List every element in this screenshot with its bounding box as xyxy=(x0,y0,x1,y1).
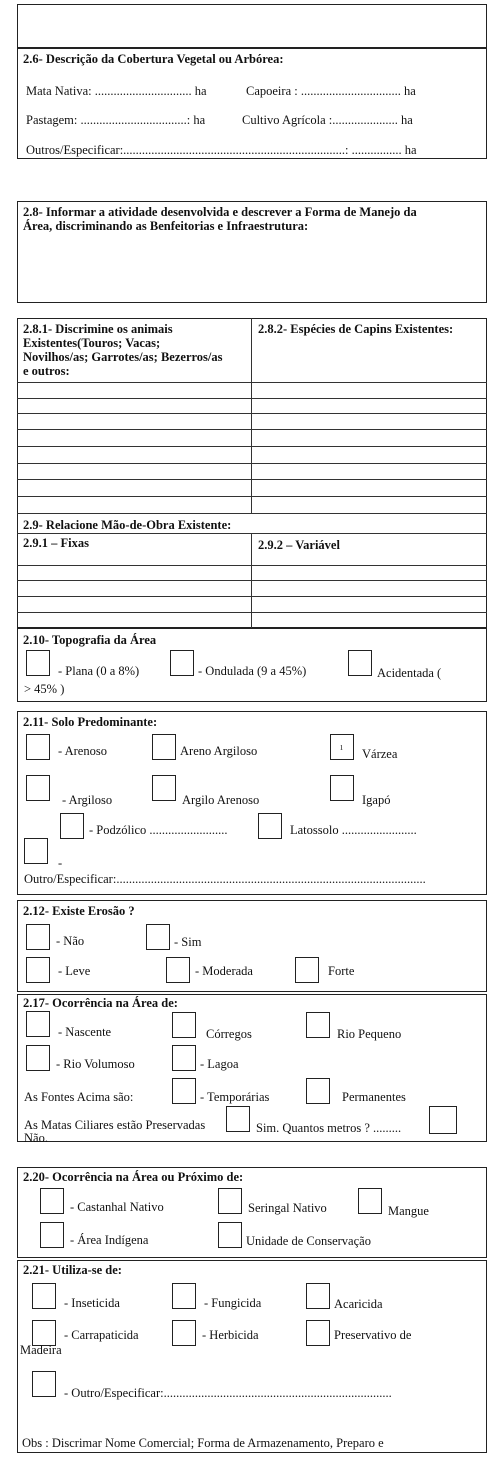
matas-sim-checkbox[interactable] xyxy=(226,1106,250,1132)
animals-title-line1: 2.8.1- Discrimine os animais xyxy=(23,322,173,336)
lagoa-checkbox[interactable] xyxy=(172,1045,196,1071)
acaricida-label: Acaricida xyxy=(334,1297,383,1311)
unidade-conservacao-label: Unidade de Conservação xyxy=(246,1234,371,1248)
erosao-moderada-label: - Moderada xyxy=(195,964,253,978)
areno-argiloso-label: Areno Argiloso xyxy=(180,744,258,758)
erosao-nao-label: - Não xyxy=(56,934,85,948)
matas-sim-quantos-field[interactable]: Sim. Quantos metros ? ......... xyxy=(256,1121,402,1135)
section-2-8-title-line1: 2.8- Informar a atividade desenvolvida e descrever a Forma de Manejo da xyxy=(23,205,417,219)
mangue-label: Mangue xyxy=(388,1204,429,1218)
castanhal-label: - Castanhal Nativo xyxy=(70,1200,164,1214)
igapo-label: Igapó xyxy=(362,793,391,807)
permanentes-checkbox[interactable] xyxy=(306,1078,330,1104)
matas-ciliares-label: As Matas Ciliares estão Preservadas xyxy=(24,1118,206,1132)
temporarias-checkbox[interactable] xyxy=(172,1078,196,1104)
erosao-sim-checkbox[interactable] xyxy=(146,924,170,950)
section-2-6-title: 2.6- Descrição da Cobertura Vegetal ou Arbórea: xyxy=(23,52,284,66)
temporarias-label: - Temporárias xyxy=(200,1090,270,1104)
section-2-10-title: 2.10- Topografia da Área xyxy=(23,633,157,647)
rio-volumoso-checkbox[interactable] xyxy=(26,1045,50,1071)
section-2-8-title-line2: Área, discriminando as Benfeitorias e Infraestrutura: xyxy=(23,219,309,233)
arenoso-label: - Arenoso xyxy=(58,744,107,758)
unidade-conservacao-checkbox[interactable] xyxy=(218,1222,242,1248)
preservativo-label: Preservativo de xyxy=(334,1328,412,1342)
castanhal-checkbox[interactable] xyxy=(40,1188,64,1214)
erosao-nao-checkbox[interactable] xyxy=(26,924,50,950)
outro-produto-field[interactable]: - Outro/Especificar:......................................................................... xyxy=(64,1386,392,1400)
seringal-label: Seringal Nativo xyxy=(248,1201,327,1215)
matas-nao-checkbox[interactable] xyxy=(429,1106,457,1134)
mata-nativa-field[interactable]: Mata Nativa: ............................... ha xyxy=(26,84,207,98)
section-2-21 xyxy=(17,1260,487,1453)
preservativo-madeira-checkbox[interactable] xyxy=(306,1320,330,1346)
section-2-17-title: 2.17- Ocorrência na Área de: xyxy=(23,996,178,1010)
plana-checkbox[interactable] xyxy=(26,650,50,676)
section-2-11-title: 2.11- Solo Predominante: xyxy=(23,715,158,729)
outros-especificar-field[interactable]: Outros/Especificar:.......................................................................: ................ ha xyxy=(26,143,417,157)
section-2-9-title: 2.9- Relacione Mão-de-Obra Existente: xyxy=(23,518,232,532)
mangue-checkbox[interactable] xyxy=(358,1188,382,1214)
variavel-header: 2.9.2 – Variável xyxy=(258,538,340,552)
section-2-21-title: 2.21- Utiliza-se de: xyxy=(23,1263,122,1277)
outro-solo-checkbox[interactable] xyxy=(24,838,48,864)
top-blank-box xyxy=(17,4,487,48)
erosao-forte-label: Forte xyxy=(328,964,355,978)
capoeira-field[interactable]: Capoeira : ................................ ha xyxy=(246,84,416,98)
column-divider xyxy=(251,318,252,513)
acidentada-label: Acidentada ( xyxy=(377,666,442,680)
permanentes-label: Permanentes xyxy=(342,1090,406,1104)
nascente-label: - Nascente xyxy=(58,1025,112,1039)
table-row xyxy=(17,496,487,497)
outro-solo-dash: - xyxy=(58,856,63,870)
arenoso-checkbox[interactable] xyxy=(26,734,50,760)
carrapaticida-label: - Carrapaticida xyxy=(64,1328,139,1342)
outro-solo-field[interactable]: Outro/Especificar:................................................................................................... xyxy=(24,872,426,886)
table-row xyxy=(17,513,487,514)
rio-pequeno-checkbox[interactable] xyxy=(306,1012,330,1038)
acidentada-range: > 45% ) xyxy=(24,682,65,696)
erosao-moderada-checkbox[interactable] xyxy=(166,957,190,983)
herbicida-label: - Herbicida xyxy=(202,1328,259,1342)
podzolico-field[interactable]: - Podzólico ......................... xyxy=(89,823,228,837)
matas-nao-label: Não. xyxy=(24,1131,48,1145)
animals-title-line2: Existentes(Touros; Vacas; xyxy=(23,336,161,350)
erosao-sim-label: - Sim xyxy=(174,935,202,949)
indigena-label: - Área Indígena xyxy=(70,1233,149,1247)
madeira-label: Madeira xyxy=(20,1343,62,1357)
cultivo-agricola-field[interactable]: Cultivo Agrícola :..................... ha xyxy=(242,113,413,127)
inseticida-label: - Inseticida xyxy=(64,1296,120,1310)
nascente-checkbox[interactable] xyxy=(26,1011,50,1037)
erosao-forte-checkbox[interactable] xyxy=(295,957,319,983)
corregos-checkbox[interactable] xyxy=(172,1012,196,1038)
erosao-leve-label: - Leve xyxy=(58,964,91,978)
varzea-checkbox[interactable] xyxy=(330,734,354,760)
herbicida-checkbox[interactable] xyxy=(172,1320,196,1346)
erosao-leve-checkbox[interactable] xyxy=(26,957,50,983)
table-row xyxy=(17,398,487,399)
acaricida-checkbox[interactable] xyxy=(306,1283,330,1309)
indigena-checkbox[interactable] xyxy=(40,1222,64,1248)
lagoa-label: - Lagoa xyxy=(200,1057,239,1071)
animals-title-line4: e outros: xyxy=(23,364,70,378)
ondulada-label: - Ondulada (9 a 45%) xyxy=(198,664,307,678)
table-row xyxy=(17,413,487,414)
latossolo-field[interactable]: Latossolo ........................ xyxy=(290,823,417,837)
animals-title-line3: Novilhos/as; Garrotes/as; Bezerros/as xyxy=(23,350,223,364)
acidentada-checkbox[interactable] xyxy=(348,650,372,676)
seringal-checkbox[interactable] xyxy=(218,1188,242,1214)
table-row xyxy=(17,612,487,613)
table-row xyxy=(17,533,487,534)
fungicida-checkbox[interactable] xyxy=(172,1283,196,1309)
argilo-arenoso-checkbox[interactable] xyxy=(152,775,176,801)
table-row xyxy=(17,596,487,597)
rio-volumoso-label: - Rio Volumoso xyxy=(56,1057,135,1071)
outro-produto-checkbox[interactable] xyxy=(32,1371,56,1397)
section-2-20-title: 2.20- Ocorrência na Área ou Próximo de: xyxy=(23,1170,244,1184)
fontes-label: As Fontes Acima são: xyxy=(24,1090,134,1104)
table-row xyxy=(17,429,487,430)
inseticida-checkbox[interactable] xyxy=(32,1283,56,1309)
pastagem-field[interactable]: Pastagem: ..................................: ha xyxy=(26,113,206,127)
argiloso-label: - Argiloso xyxy=(62,793,113,807)
fungicida-label: - Fungicida xyxy=(204,1296,262,1310)
section-2-12-title: 2.12- Existe Erosão ? xyxy=(23,904,135,918)
faint-mark-icon: ı xyxy=(340,741,344,753)
plana-label: - Plana (0 a 8%) xyxy=(58,664,140,678)
rio-pequeno-label: Rio Pequeno xyxy=(337,1027,402,1041)
table-row xyxy=(17,446,487,447)
igapo-checkbox[interactable] xyxy=(330,775,354,801)
varzea-label: Várzea xyxy=(362,747,398,761)
ondulada-checkbox[interactable] xyxy=(170,650,194,676)
table-row xyxy=(17,580,487,581)
areno-argiloso-checkbox[interactable] xyxy=(152,734,176,760)
argilo-arenoso-label: Argilo Arenoso xyxy=(182,793,260,807)
table-row xyxy=(17,565,487,566)
fixas-header: 2.9.1 – Fixas xyxy=(23,536,89,550)
table-row xyxy=(17,479,487,480)
podzolico-checkbox[interactable] xyxy=(60,813,84,839)
capins-title: 2.8.2- Espécies de Capins Existentes: xyxy=(258,322,454,336)
latossolo-checkbox[interactable] xyxy=(258,813,282,839)
corregos-label: Córregos xyxy=(206,1027,252,1041)
observacao-text: Obs : Discrimar Nome Comercial; Forma de Armazenamento, Preparo e xyxy=(22,1436,384,1450)
table-row xyxy=(17,382,487,383)
table-row xyxy=(17,463,487,464)
argiloso-checkbox[interactable] xyxy=(26,775,50,801)
